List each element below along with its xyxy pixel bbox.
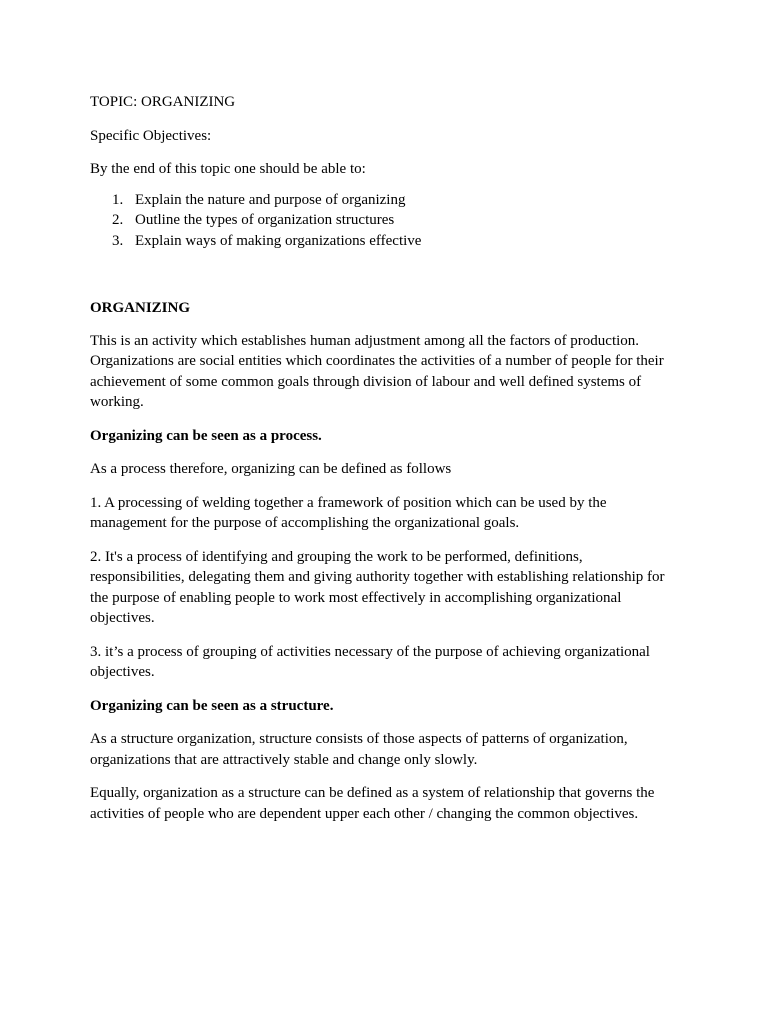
process-point: 1. A processing of welding together a framework of position which can be used by the management for the purpose of accomplishing the organizational goals. [90,494,607,531]
objectives-list [90,190,680,252]
list-item-text: Explain the nature and purpose of organizing [135,191,406,208]
process-heading: Organizing can be seen as a process. [90,427,322,444]
structure-heading: Organizing can be seen as a structure. [90,697,334,714]
list-item [90,190,680,211]
section-spacer [90,251,680,298]
list-item-number: 2. [112,212,124,228]
list-item [90,210,680,231]
section-heading: ORGANIZING [90,300,191,316]
objectives-label: Specific Objectives: [90,127,212,144]
list-item-number: 1. [112,191,124,208]
structure-paragraph: As a structure organization, structure consists of those aspects of patterns of organization, organizations that are attractively stable and change only slowly. [90,731,628,768]
process-point: 3. it’s a process of grouping of activities necessary of the purpose of achieving organizational objectives. [90,643,650,680]
list-item-number: 3. [112,232,124,249]
list-item [90,231,680,252]
structure-paragraph: Equally, organization as a structure can be defined as a system of relationship that governs the activities of people who are dependent upper each other / changing the common objectives. [90,785,655,822]
document-page [90,92,680,837]
process-intro: As a process therefore, organizing can be defined as follows [90,461,452,477]
list-item-text: Explain ways of making organizations effective [135,232,422,249]
topic-title: TOPIC: ORGANIZING [90,94,236,110]
list-item-text: Outline the types of organization structures [135,212,395,228]
objectives-intro: By the end of this topic one should be able to: [90,161,366,177]
process-point: 2. It's a process of identifying and grouping the work to be performed, definitions, responsibilities, delegating them and giving authority together with establishing relationship for the purpose of enabling people to work most effectively in accomplishing organizational objectives. [90,548,665,626]
definition-paragraph: This is an activity which establishes human adjustment among all the factors of production. Organizations are social entities which coordinates the activities of a number of people for their achievement of some common goals through division of labour and well defined systems of working. [90,332,664,410]
